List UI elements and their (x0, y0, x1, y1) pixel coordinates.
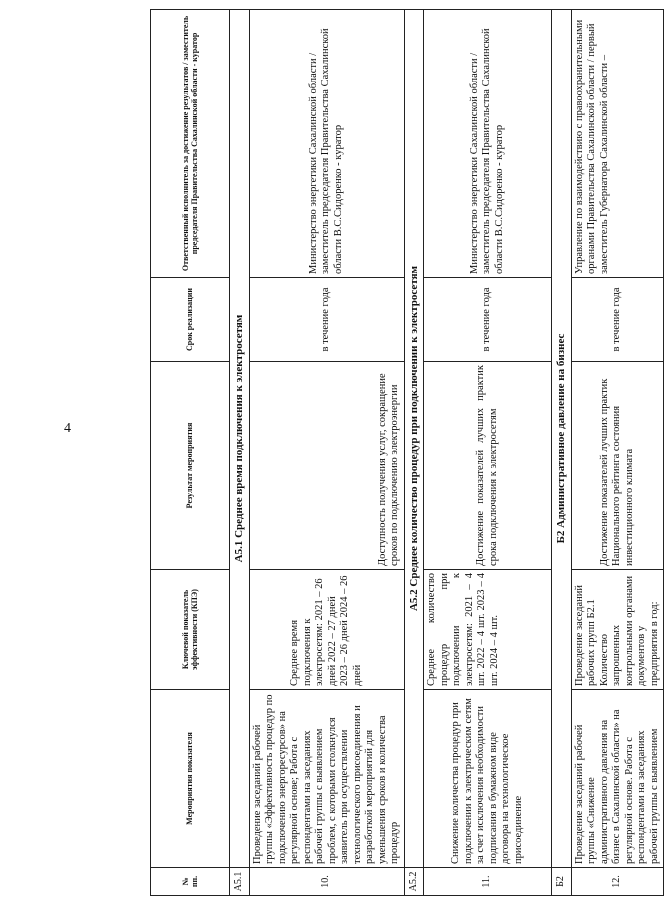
section-title: А5.2 Среднее количество процедур при подключении к электросетям (404, 10, 424, 868)
table-row-10 (249, 10, 404, 896)
row-activity: Проведение заседаний рабочей группы «Эффективность процедур по подключению энергоресурсов» на регулярной основе; Работа с респондентами на заседаниях рабочей группы с выявлением проблем, с которыми столкнулся заявитель при осуществлении технологического присоединения и разработкой мероприятий для уменьшения сроков и количества процедур (249, 690, 404, 868)
row-responsible: Министерство энергетики Сахалинской области / заместитель председателя Правительства Сахалинской области В.С.Сидоренко - куратор (249, 10, 404, 278)
row-number: 11. (424, 868, 552, 896)
activities-table (150, 9, 664, 896)
section-row-b2 (552, 10, 572, 896)
rotated-table-sheet (150, 10, 660, 896)
header-kpi: Ключевой показатель эффективности (КПЭ) (151, 570, 230, 690)
row-activity: Проведение заседаний рабочей группы «Снижение административного давления на бизнес в Сахалинской области» на регулярной основе. Работа с респондентами на заседаниях рабочей группы с выявлением (571, 690, 664, 868)
row-deadline: в течение года (424, 278, 552, 362)
row-deadline: в течение года (571, 278, 664, 362)
section-title: Б2 Административное давление на бизнес (552, 10, 572, 868)
table-row-11 (424, 10, 552, 896)
section-row-a52 (404, 10, 424, 896)
page-number: 4 (64, 421, 71, 436)
row-result: Доступность получения услуг, сокращение сроков по подключению электроэнергии (249, 362, 404, 570)
row-responsible: Министерство энергетики Сахалинской области / заместитель председателя Правительства Сахалинской области В.С.Сидоренко - куратор (424, 10, 552, 278)
row-result: Достижение показателей лучших практик Национального рейтинга состояния инвестиционного климата (571, 362, 664, 570)
row-kpi: Среднее время подключения к электросетям: 2021 – 26 дней 2022 – 27 дней 2023 – 26 дней 2024 – 26 дней (249, 570, 404, 690)
header-result: Результат мероприятия (151, 362, 230, 570)
row-deadline: в течение года (249, 278, 404, 362)
section-code: Б2 (552, 868, 572, 896)
header-num: № пп. (151, 868, 230, 896)
row-result: Достижение показателей лучших практик срока подключения к электросетям (424, 362, 552, 570)
section-code: А5.1 (230, 868, 250, 896)
row-activity: Снижение количества процедур при подключении к электрическим сетям за счет исключения необходимости подписания в бумажном виде договора на технологическое присоединение (424, 690, 552, 868)
header-deadline: Срок реализации (151, 278, 230, 362)
row-number: 12. (571, 868, 664, 896)
table-row-12 (571, 10, 664, 896)
row-number: 10. (249, 868, 404, 896)
header-responsible: Ответственный исполнитель за достижение результатов / заместитель председателя Правительства Сахалинской области - куратор (151, 10, 230, 278)
row-kpi: Проведение заседаний рабочих групп Б2.1 Количество запрошенных контрольными органами документов у предприятия в год: (571, 570, 664, 690)
row-responsible: Управление по взаимодействию с правоохранительными органами Правительства Сахалинской области / первый заместитель Губернатора Сахалинской области – (571, 10, 664, 278)
section-code: А5.2 (404, 868, 424, 896)
section-row-a51 (230, 10, 250, 896)
header-row (151, 10, 230, 896)
row-kpi: Среднее количество процедур при подключении к электросетям: 2021 – 4 шт. 2022 – 4 шт. 2023 – 4 шт. 2024 – 4 шт. (424, 570, 552, 690)
header-activity: Мероприятия показателя (151, 690, 230, 868)
section-title: А5.1 Среднее время подключения к электросетям (230, 10, 250, 868)
